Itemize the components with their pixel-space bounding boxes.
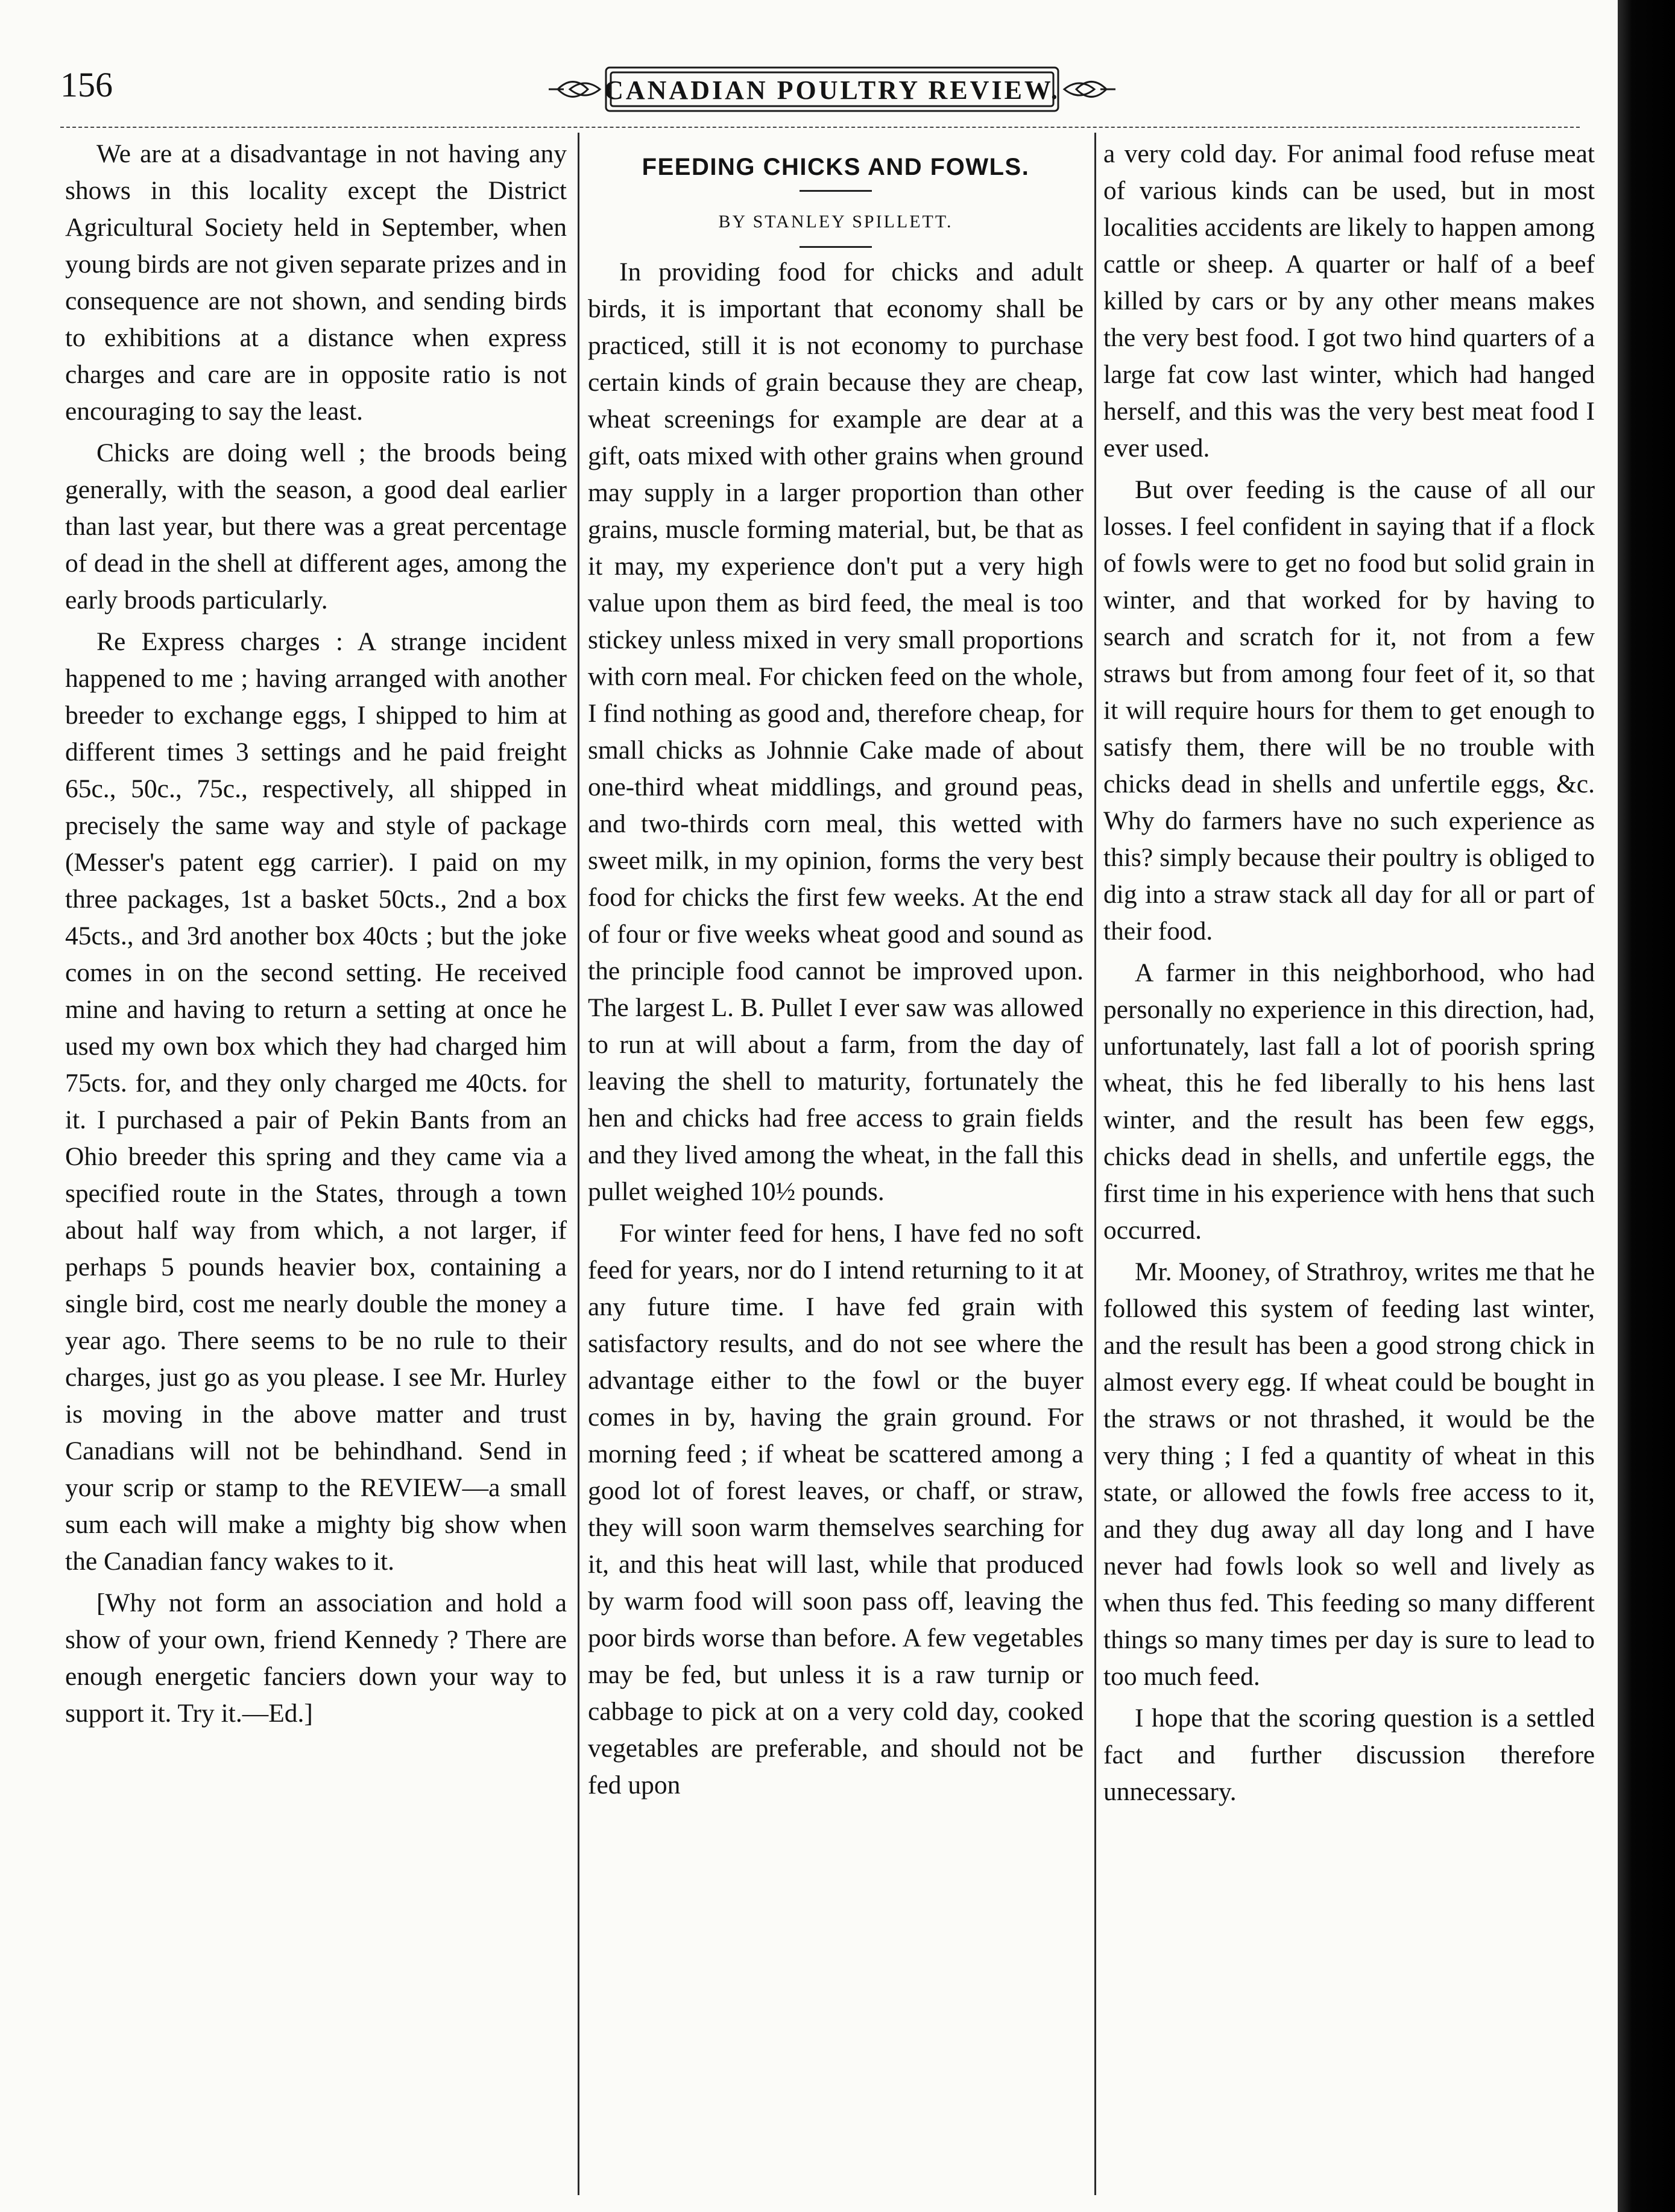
column-divider bbox=[578, 133, 579, 2195]
column-divider bbox=[1094, 133, 1096, 2195]
middle-column bbox=[588, 136, 1084, 1809]
article-paragraph: Mr. Mooney, of Strathroy, writes me that he followed this system of feeding last winter, and the result has been a good strong chick in almost every egg. If wheat could be bought in the straws or not thrashed, it would be the very thing ; I fed a quantity of wheat in this state, or allowed the fowls free access to it, and they dug away all day long and I have never had fowls look so well and lively as when thus fed. This feeding so many different things so many times per day is sure to lead to too much feed. bbox=[1103, 1257, 1595, 1691]
right-column bbox=[1103, 136, 1595, 1815]
page-header bbox=[0, 0, 1618, 127]
left-paragraph: We are at a disadvantage in not having any shows in this locality except the District Agricultural Society held in September, when young birds are not given separate prizes and in consequence are not shown, and sending birds to exhibitions at a distance when express charges and care are in opposite ratio is not encouraging to say the least. bbox=[65, 139, 567, 426]
article-paragraph: I hope that the scoring question is a settled fact and further discussion therefore unnecessary. bbox=[1103, 1704, 1595, 1806]
editor-note: [Why not form an association and hold a show of your own, friend Kennedy ? There are enough energetic fanciers down your way to support it. Try it.—Ed.] bbox=[65, 1588, 567, 1728]
article-paragraph: A farmer in this neighborhood, who had personally no experience in this direction, had, unfortunately, last fall a lot of poorish spring wheat, this he fed liberally to his hens last winter, and the result has been few eggs, chicks dead in shells, and unfertile eggs, the first time in his experience with hens that such occurred. bbox=[1103, 958, 1595, 1245]
masthead-logo bbox=[546, 59, 1118, 119]
masthead-title: CANADIAN POULTRY REVIEW. bbox=[604, 75, 1060, 105]
article-paragraph: In providing food for chicks and adult birds, it is important that economy shall be practiced, still it is not economy to purchase certain kinds of grain because they are cheap, wheat screenings for example are dear at a gift, oats mixed with other grains when ground may supply in a larger proportion than other grains, muscle forming material, but, be that as it may, my experience don't put a very high value upon them as bird feed, the meal is too stickey unless mixed in very small proportions with corn meal. For chicken feed on the whole, I find nothing as good and, therefore cheap, for small chicks as Johnnie Cake made of about one-third wheat middlings, and ground peas, and two-thirds corn meal, this wetted with sweet milk, in my opinion, forms the very best food for chicks the first few weeks. At the end of four or five weeks wheat good and sound as the principle food cannot be improved upon. The largest L. B. Pullet I ever saw was allowed to run at will about a farm, from the day of leaving the shell to maturity, fortunately the hen and chicks had free access to grain fields and they lived among the wheat, in the fall this pullet weighed 10½ pounds. bbox=[588, 258, 1084, 1206]
left-column bbox=[65, 136, 567, 1737]
article-title: FEEDING CHICKS AND FOWLS. bbox=[642, 154, 1030, 180]
title-rule bbox=[800, 190, 872, 192]
article-paragraph: a very cold day. For animal food refuse meat of various kinds can be used, but in most localities accidents are likely to happen among cattle or sheep. A quarter or half of a beef killed by cars or by any other means makes the very best food. I got two hind quarters of a large fat cow last winter, which had hanged herself, and this was the very best meat food I ever used. bbox=[1103, 139, 1595, 463]
article-byline: BY STANLEY SPILLETT. bbox=[718, 212, 953, 232]
left-paragraph: Re Express charges : A strange incident happened to me ; having arranged with another breeder to exchange eggs, I shipped to him at different times 3 settings and he paid freight 65c., 50c., 75c., respectively, all shipped in precisely the same way and style of package (Messer's patent egg carrier). I paid on my three packages, 1st a basket 50cts., 2nd a box 45cts., and 3rd another box 40cts ; but the joke comes in on the second setting. He received mine and having to return a setting at once he used my own box which they had charged him 75cts. for, and they only charged me 40cts. for it. I purchased a pair of Pekin Bants from an Ohio breeder this spring and they came via a specified route in the States, through a town about half way from which, a not larger, if perhaps 5 pounds heavier box, containing a single bird, cost me nearly double the money a year ago. There seems to be no rule to their charges, just go as you please. I see Mr. Hurley is moving in the above matter and trust Canadians will not be behindhand. Send in your scrip or stamp to the REVIEW—a small sum each will make a mighty big show when the Canadian fancy wakes to it. bbox=[65, 627, 567, 1576]
masthead bbox=[546, 59, 1118, 119]
left-paragraph: Chicks are doing well ; the broods being generally, with the season, a good deal earlier than last year, but there was a great percentage of dead in the shell at different ages, among the early broods particularly. bbox=[65, 438, 567, 615]
byline-rule bbox=[800, 246, 872, 248]
article-paragraph: For winter feed for hens, I have fed no soft feed for years, nor do I intend returning to it at any future time. I have fed grain with satisfactory results, and do not see where the advantage either to the fowl or the buyer comes in by, having the grain ground. For morning feed ; if wheat be scattered among a good lot of forest leaves, or chaff, or straw, they will soon warm themselves searching for it, and this heat will last, while that produced by warm food will soon pass off, leaving the poor birds worse than before. A few vegetables may be fed, but unless it is a raw turnip or cabbage to pick at on a very cold day, cooked vegetables are preferable, and should not be fed upon bbox=[588, 1219, 1084, 1800]
article-paragraph: But over feeding is the cause of all our losses. I feel confident in saying that if a flock of fowls were to get no food but solid grain in winter, and that worked for by having to search and scratch for it, not from a few straws but from among four feet of it, so that it will require hours for them to get enough to satisfy them, there will be no trouble with chicks dead in shells and unfertile eggs, &c. Why do farmers have no such experience as this? simply because their poultry is obliged to dig into a straw stack all day for all or part of their food. bbox=[1103, 475, 1595, 946]
scan-edge bbox=[1618, 0, 1675, 2212]
header-rule bbox=[60, 127, 1580, 128]
page-number: 156 bbox=[60, 65, 113, 104]
